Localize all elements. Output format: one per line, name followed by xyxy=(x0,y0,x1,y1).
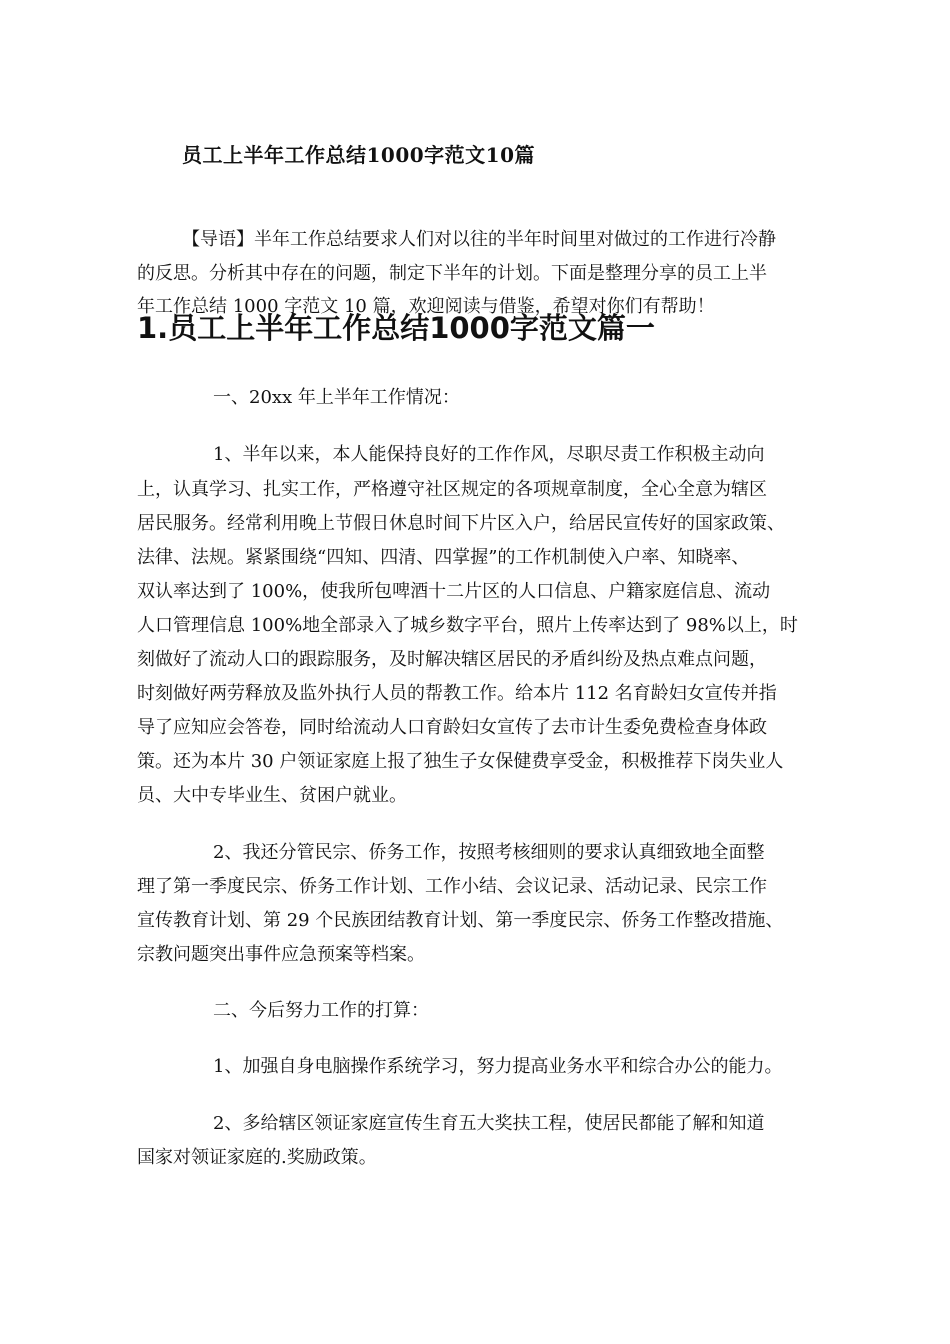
paragraph-line: 2、多给辖区领证家庭宣传生育五大奖扶工程，使居民都能了解和知道 xyxy=(213,1113,765,1134)
paragraph-line: 居民服务。经常利用晚上节假日休息时间下片区入户，给居民宣传好的国家政策、 xyxy=(137,513,785,534)
paragraph-line: 1、加强自身电脑操作系统学习，努力提高业务水平和综合办公的能力。 xyxy=(213,1056,783,1077)
paragraph-line: 双认率达到了 100%，使我所包啤酒十二片区的人口信息、户籍家庭信息、流动 xyxy=(137,581,771,602)
paragraph-line: 人口管理信息 100%地全部录入了城乡数字平台，照片上传率达到了 98%以上，时 xyxy=(137,615,798,636)
subheading: 二、今后努力工作的打算： xyxy=(213,1000,429,1021)
subheading: 一、20xx 年上半年工作情况： xyxy=(213,387,460,408)
paragraph-line: 法律、法规。紧紧围绕“四知、四清、四掌握”的工作机制使入户率、知晓率、 xyxy=(137,547,750,568)
paragraph-line: 国家对领证家庭的.奖励政策。 xyxy=(137,1147,377,1168)
paragraph-line: 时刻做好两劳释放及监外执行人员的帮教工作。给本片 112 名育龄妇女宣传并指 xyxy=(137,683,777,704)
paragraph-line: 导了应知应会答卷，同时给流动人口育龄妇女宣传了去市计生委免费检查身体政 xyxy=(137,717,767,738)
paragraph-line: 宗教问题突出事件应急预案等档案。 xyxy=(137,944,425,965)
document-title: 员工上半年工作总结1000字范文10篇 xyxy=(182,143,535,167)
paragraph-line: 1、半年以来，本人能保持良好的工作作风，尽职尽责工作积极主动向 xyxy=(213,444,765,465)
paragraph-line: 策。还为本片 30 户领证家庭上报了独生子女保健费享受金，积极推荐下岗失业人 xyxy=(137,751,784,772)
paragraph-line: 刻做好了流动人口的跟踪服务，及时解决辖区居民的矛盾纠纷及热点难点问题， xyxy=(137,649,767,670)
intro-line: 【导语】半年工作总结要求人们对以往的半年时间里对做过的工作进行冷静 xyxy=(182,229,776,250)
paragraph-line: 员、大中专毕业生、贫困户就业。 xyxy=(137,785,407,806)
paragraph-line: 理了第一季度民宗、侨务工作计划、工作小结、会议记录、活动记录、民宗工作 xyxy=(137,876,767,897)
section-heading: 1.员工上半年工作总结1000字范文篇一 xyxy=(137,311,655,345)
intro-line: 的反思。分析其中存在的问题，制定下半年的计划。下面是整理分享的员工上半 xyxy=(137,263,767,284)
paragraph-line: 2、我还分管民宗、侨务工作，按照考核细则的要求认真细致地全面整 xyxy=(213,842,765,863)
intro-line: 年工作总结 1000 字范文 10 篇，欢迎阅读与借鉴，希望对你们有帮助！ xyxy=(137,296,715,317)
paragraph-line: 上，认真学习、扎实工作，严格遵守社区规定的各项规章制度，全心全意为辖区 xyxy=(137,479,767,500)
paragraph-line: 宣传教育计划、第 29 个民族团结教育计划、第一季度民宗、侨务工作整改措施、 xyxy=(137,910,784,931)
